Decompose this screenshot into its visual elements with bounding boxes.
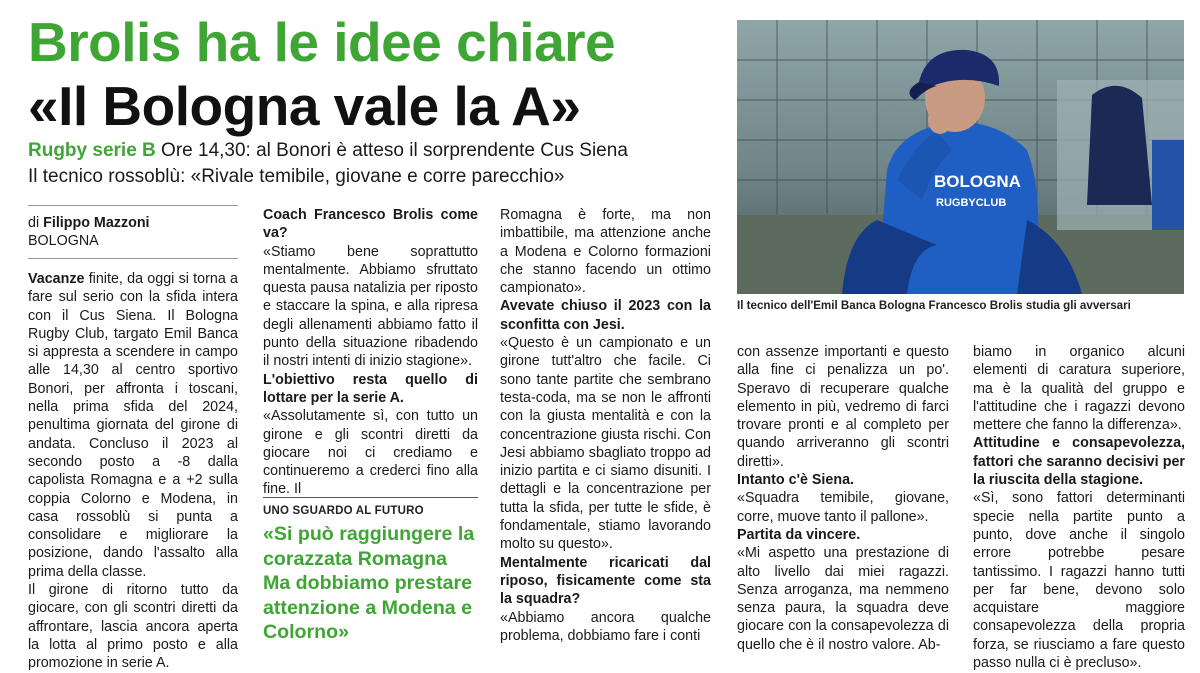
headline-line1: Brolis ha le idee chiare: [28, 11, 616, 73]
interview-question: Avevate chiuso il 2023 con la sconfitta con Jesi.: [500, 298, 711, 333]
article-column-2: [263, 206, 478, 499]
interview-answer: biamo in organico alcuni elementi di caratura superiore, ma è la qualità del gruppo e l'attitudine che i ragazzi devono mettere che fanno la differenza».: [973, 344, 1185, 434]
article-column-3: [500, 206, 711, 645]
article-column-5: [973, 343, 1185, 672]
interview-question: Partita da vincere.: [737, 526, 861, 543]
coach-photo: [737, 20, 1184, 294]
interview-question: Mentalmente ricaricati dal riposo, fisicamente come sta la squadra?: [500, 554, 711, 608]
headline-line2: «Il Bologna vale la A»: [28, 75, 581, 137]
byline-bottom-rule: [28, 258, 238, 259]
photo-illustration: [737, 20, 1184, 294]
interview-question: Coach Francesco Brolis come va?: [263, 207, 478, 242]
interview-answer: «Assolutamente sì, con tutto un girone e gli scontri diretti da giocare noi ci crediamo e continueremo a crederci fino alla fine. Il: [263, 408, 478, 498]
section-label: Rugby serie B: [28, 140, 156, 161]
interview-answer: Romagna è forte, ma non imbattibile, ma attenzione anche a Modena e Colorno formazioni che stanno facendo un ottimo campionato».: [500, 207, 711, 297]
article-column-4: [737, 343, 949, 654]
lead-word: Vacanze: [28, 271, 85, 287]
subhead-line1-text: Ore 14,30: al Bonori è atteso il sorprendente Cus Siena: [155, 140, 628, 161]
pull-quote: «Si può raggiungere la corazzata Romagna Ma dobbiamo prestare attenzione a Modena e Colorno»: [263, 523, 475, 643]
interview-answer: «Squadra temibile, giovane, corre, muove tanto il pallone».: [737, 490, 949, 525]
interview-question: L'obiettivo resta quello di lottare per la serie A.: [263, 371, 478, 406]
jersey-text-1: BOLOGNA: [934, 172, 1021, 191]
jersey-text-2: RUGBYCLUB: [936, 197, 1007, 209]
subhead-line2: Il tecnico rossoblù: «Rivale temibile, giovane e corre parecchio»: [28, 166, 565, 187]
interview-answer: «Stiamo bene soprattutto mentalmente. Abbiamo sfruttato questa pausa natalizia per riposto e staccare la spina, e alla ripresa degli allenamenti abbiamo fatto il punto della situazione ribadendo il nostri intenti di inizio stagione».: [263, 243, 478, 370]
interview-question: Attitudine e consapevolezza, fattori che saranno decisivi per la riuscita della stagione.: [973, 435, 1185, 489]
subhead-line1: [28, 138, 628, 163]
interview-answer: «Mi aspetto una prestazione di alto livello dai miei ragazzi. Senza arroganza, ma nemmeno senza paura, la squadra deve giocare con la consapevolezza di quello che è il nostro valore. Ab-: [737, 545, 949, 653]
paragraph: Il girone di ritorno tutto da giocare, con gli scontri diretti da affrontare, lascia ancora aperta la lotta al primo posto e alla promozione in serie A.: [28, 582, 238, 672]
interview-answer: «Sì, sono fattori determinanti specie nella partite punto a punto, dove anche il singolo errore potrebbe pesare tantissimo. I ragazzi hanno tutti per far bene, devono solo acquistare maggiore consapevolezza della propria forza, se riusciamo a fare questo passo nulla ci è precluso».: [973, 490, 1185, 672]
photo-caption: Il tecnico dell'Emil Banca Bologna Francesco Brolis studia gli avversari: [737, 299, 1131, 312]
article-column-1: [28, 270, 238, 673]
interview-answer: con assenze importanti e questo alla fine ci penalizza un po'. Speravo di recuperare qualche elemento in più, vedremo di farci trovare pronti e al completo per quando arriveranno gli scontri diretti».: [737, 344, 949, 470]
byline-author: Filippo Mazzoni: [43, 215, 150, 231]
byline-prefix: di: [28, 215, 44, 231]
box-kicker: UNO SGUARDO AL FUTURO: [263, 505, 424, 517]
byline-top-rule: [28, 205, 238, 206]
interview-answer: «Questo è un campionato e un girone tutt'altro che facile. Ci sono tante partite che sembrano testa-coda, ma se non le affronti con la giusta mentalità e con la concentrazione giusta rischi. Con Jesi abbiamo sbagliato troppo ad inizio partita e ci siamo disuniti. I dettagli e la concentrazione per tutta la sfida, per tutte le sfide, è fondamentale, stiamo lavorando molto su questo».: [500, 335, 711, 553]
paragraph: [28, 270, 238, 581]
interview-question: Intanto c'è Siena.: [737, 472, 855, 489]
byline-city: BOLOGNA: [28, 233, 99, 250]
byline: [28, 214, 238, 251]
interview-answer: «Abbiamo ancora qualche problema, dobbiamo fare i conti: [500, 609, 711, 644]
paragraph-text: finite, da oggi si torna a fare sul serio con la sfida intera con il Cus Siena. Il Bologna Rugby Club, targato Emil Banca si appresta a scendere in campo alle 14,30 al centro sportivo Bonori, per affronta i toscani, nella prima sfida del 2024, penultima giornata del girone di andata. Concluso il 2023 al secondo posto a -8 dalla capolista Romagna e a +2 sulla coppia Colorno e Modena, in casa rossoblù si punta a consolidare e migliorare la posizione, dando l'assalto alla prima della classe.: [28, 271, 238, 580]
